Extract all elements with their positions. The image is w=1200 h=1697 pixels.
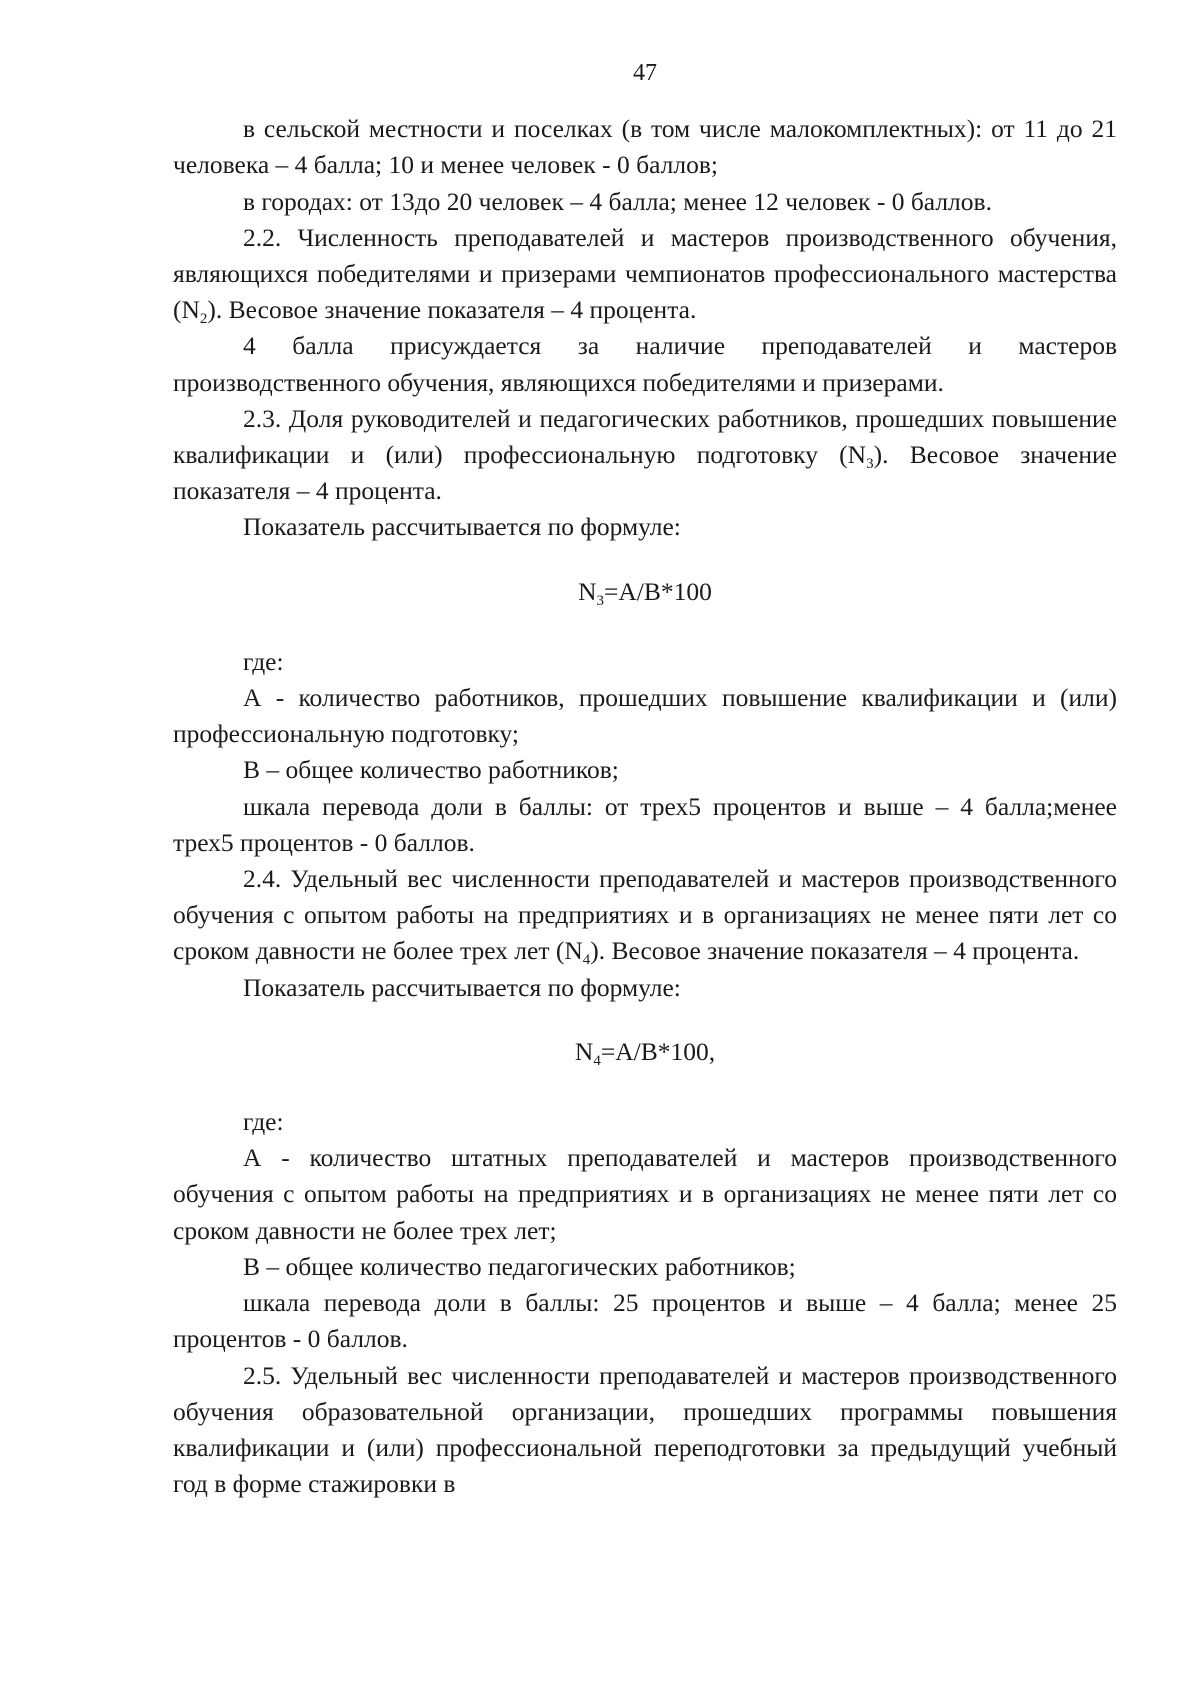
paragraph-definition-b: В – общее количество педагогических работников; [243, 1251, 796, 1281]
text-run: 2.4. Удельный вес численности преподавателей и мастеров производственного обучения с опытом работы на предприятиях и в организациях не менее пяти лет со сроком давности не более трех лет (N [173, 864, 1117, 966]
paragraph-section-2-3 [173, 401, 1117, 510]
formula-n4 [173, 1034, 1117, 1070]
formula-expression: =A/B*100 [604, 576, 712, 606]
formula-symbol: N [578, 576, 597, 606]
text-run: ). Весовое значение показателя – 4 процента. [207, 295, 697, 325]
formula-expression: =A/B*100, [600, 1036, 716, 1066]
paragraph-where: где: [243, 1107, 284, 1137]
text-run: 2.3. Доля руководителей и педагогических работников, прошедших повышение квалификации и (или) профессиональную подготовку (N [173, 403, 1117, 470]
text-run: ). Весовое значение показателя – 4 процента. [590, 936, 1080, 966]
page-number: 47 [633, 60, 657, 86]
paragraph-rural-scale: в сельской местности и поселках (в том числе малокомплектных): от 11 до 21 человека – 4 балла; 10 и менее человек - 0 баллов; [173, 114, 1117, 180]
paragraph-award-points: 4 балла присуждается за наличие преподавателей и мастеров производственного обучения, являющихся победителями и призерами. [173, 331, 1117, 397]
paragraph-definition-a: А - количество штатных преподавателей и мастеров производственного обучения с опытом работы на предприятиях и в организациях не менее пяти лет со сроком давности не более трех лет; [173, 1143, 1117, 1245]
subscript: 2 [199, 311, 208, 328]
paragraph-scale: шкала перевода доли в баллы: 25 процентов и выше – 4 балла; менее 25 процентов - 0 баллов. [173, 1288, 1117, 1354]
subscript: 3 [596, 592, 605, 609]
paragraph-where: где: [243, 646, 284, 676]
paragraph-section-2-4 [173, 861, 1117, 970]
text-run: ). Весовое значение показателя – 4 процента. [173, 440, 1117, 506]
paragraph-section-2-5: 2.5. Удельный вес численности преподавателей и мастеров производственного обучения образовательной организации, прошедших программы повышения квалификации и (или) профессиональной переподготовки за предыдущий учебный год в форме стажировки в [173, 1360, 1117, 1499]
subscript: 3 [866, 456, 874, 473]
formula-n3 [173, 574, 1117, 610]
subscript: 4 [593, 1052, 601, 1069]
text-run: 2.2. Численность преподавателей и мастеров производственного обучения, являющихся победителями и призерами чемпионатов профессионального мастерства (N [173, 222, 1117, 325]
paragraph-definition-a: А - количество работников, прошедших повышение квалификации и (или) профессиональную подготовку; [173, 683, 1117, 749]
paragraph-formula-intro: Показатель рассчитывается по формуле: [243, 512, 681, 542]
paragraph-definition-b: В – общее количество работников; [243, 755, 619, 785]
formula-symbol: N [574, 1036, 594, 1066]
paragraph-formula-intro: Показатель рассчитывается по формуле: [243, 972, 681, 1002]
subscript: 4 [582, 952, 591, 969]
paragraph-city-scale: в городах: от 13до 20 человек – 4 балла; менее 12 человек - 0 баллов. [243, 186, 992, 216]
paragraph-section-2-2 [173, 220, 1117, 329]
paragraph-scale: шкала перевода доли в баллы: от трех5 процентов и выше – 4 балла;менее трех5 процентов - 0 баллов. [173, 791, 1117, 857]
